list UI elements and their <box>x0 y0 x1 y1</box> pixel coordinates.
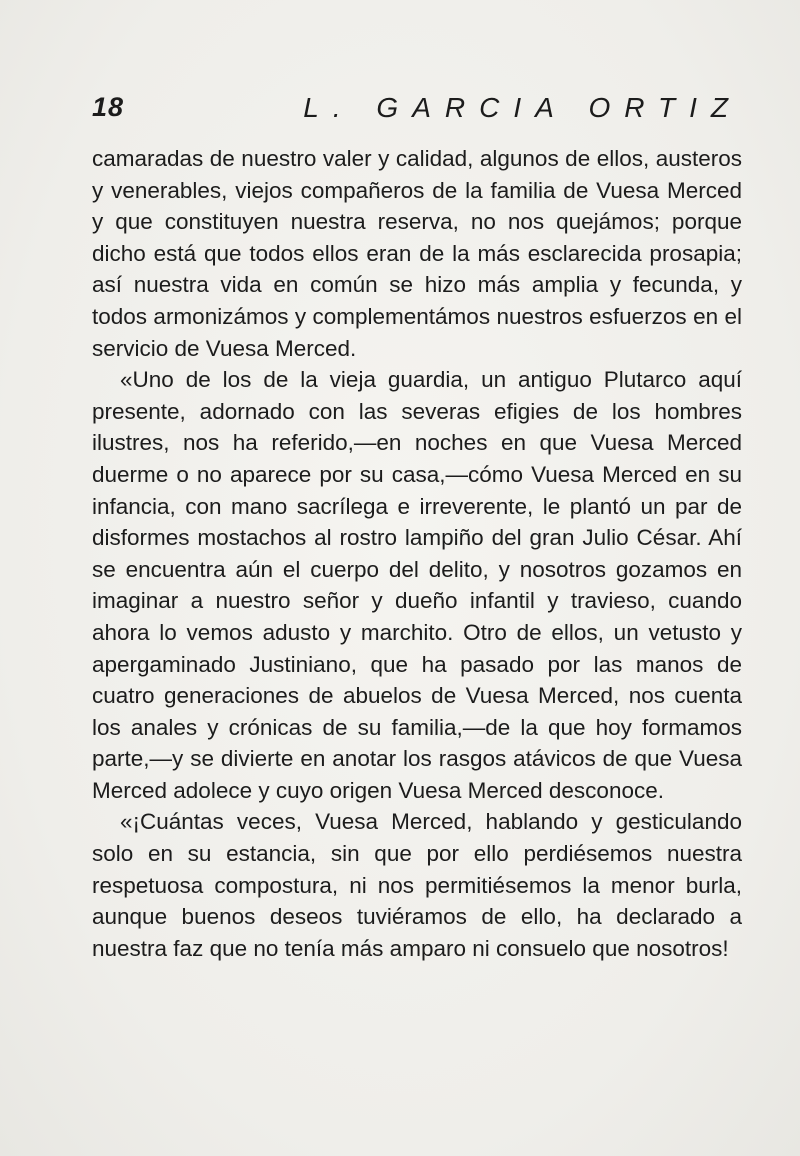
page-header <box>92 92 742 132</box>
body-text <box>92 143 742 964</box>
paragraph-1: camaradas de nuestro valer y calidad, algunos de ellos, austeros y venerables, viejos compañeros de la familia de Vuesa Merced y que constituyen nuestra reserva, no nos quejámos; porque dicho está que todos ellos eran de la más esclarecida prosapia; así nuestra vida en común se hizo más amplia y fecunda, y todos armonizámos y complementámos nuestros esfuerzos en el servicio de Vuesa Merced. <box>92 146 742 361</box>
running-head: L. GARCIA ORTIZ <box>303 92 742 123</box>
paragraph-3: «¡Cuántas veces, Vuesa Merced, hablando y gesticulando solo en su estancia, sin que por ello perdiésemos nuestra respetuosa compostura, ni nos permitiésemos la menor burla, aunque buenos deseos tuviéramos de ello, ha declarado a nuestra faz que no tenía más amparo ni consuelo que nosotros! <box>92 809 742 961</box>
paragraph-2: «Uno de los de la vieja guardia, un antiguo Plutarco aquí presente, adornado con las severas efigies de los hombres ilustres, nos ha referido,—en noches en que Vuesa Merced duerme o no aparece por su casa,—cómo Vuesa Merced en su infancia, con mano sacrílega e irreverente, le plantó un par de disformes mostachos al rostro lampiño del gran Julio César. Ahí se encuentra aún el cuerpo del delito, y nosotros gozamos en imaginar a nuestro señor y dueño infantil y travieso, cuando ahora lo vemos adusto y marchito. Otro de ellos, un vetusto y apergaminado Justiniano, que ha pasado por las manos de cuatro generaciones de abuelos de Vuesa Merced, nos cuenta los anales y crónicas de su familia,—de la que hoy formamos parte,—y se divierte en anotar los rasgos atávicos de que Vuesa Merced adolece y cuyo origen Vuesa Merced desconoce. <box>92 367 742 803</box>
page-number: 18 <box>92 92 125 122</box>
